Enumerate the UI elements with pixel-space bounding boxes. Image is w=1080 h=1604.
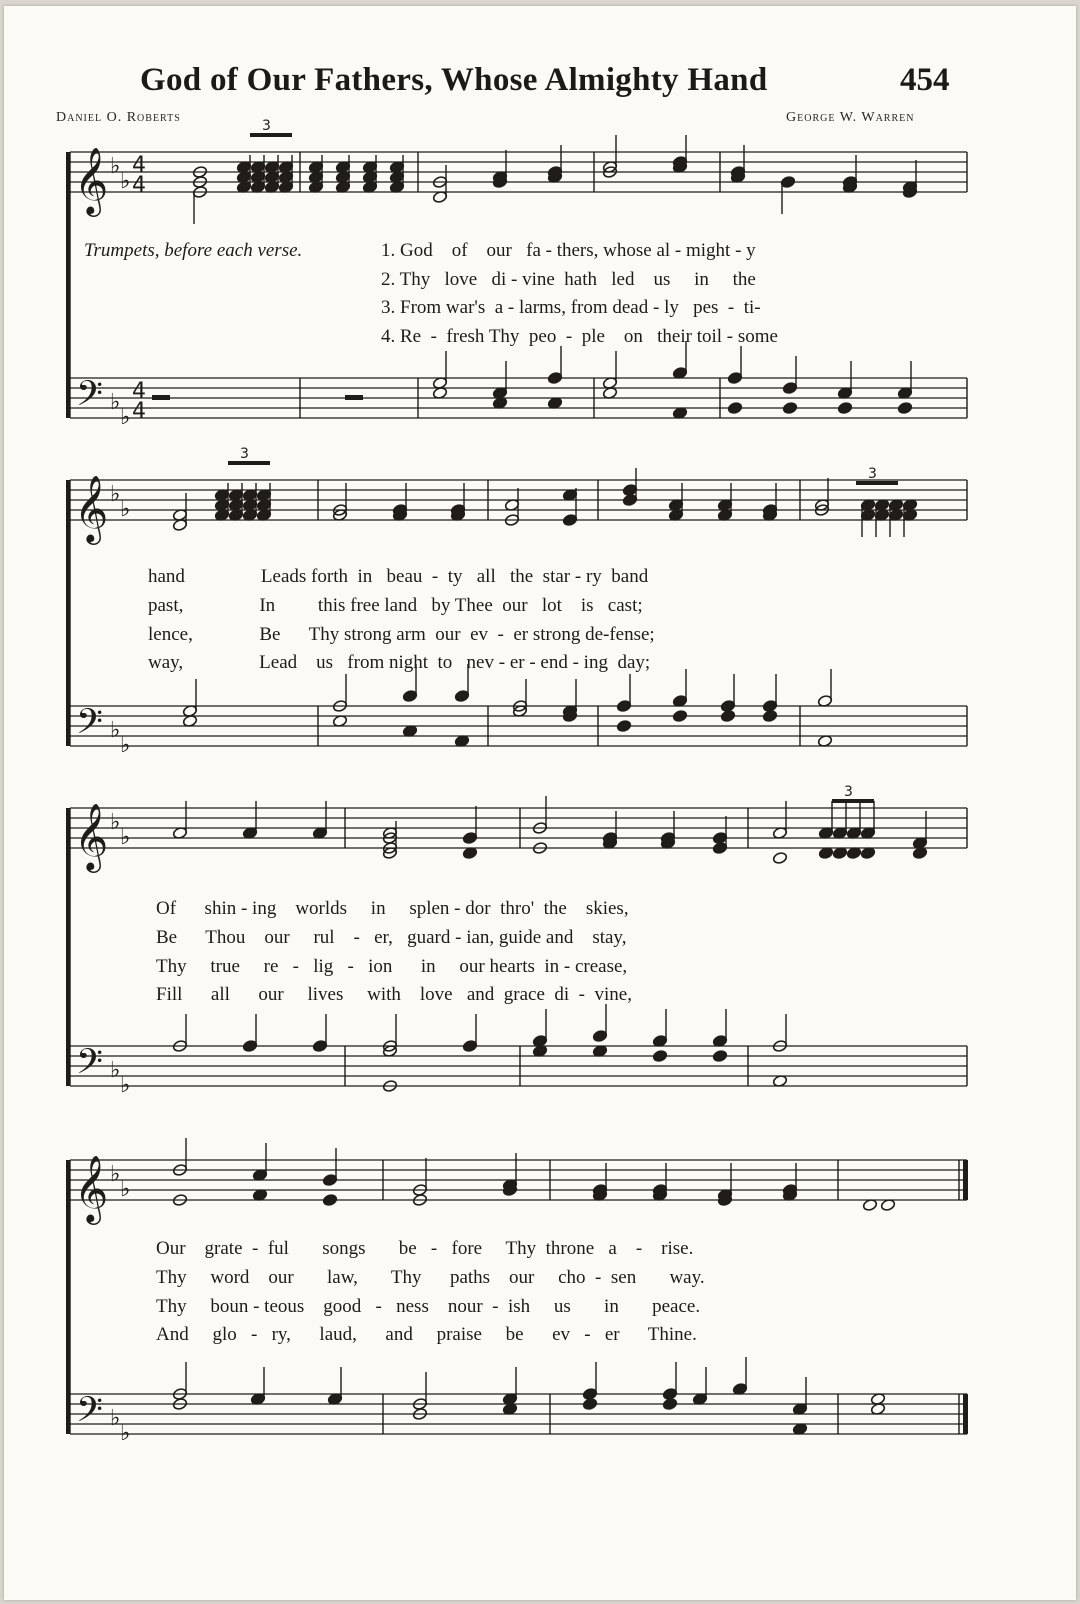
notehead [652,1049,667,1062]
final-barline [963,1394,968,1434]
key-flat: ♭ [120,169,131,194]
treble-clef: 𝄞 [74,474,109,542]
lyric-line: Of shin - ing worlds in splen - dor thro' the skies, [156,898,629,919]
notehead [712,1049,727,1062]
bass-clef: 𝄢 [76,373,104,422]
key-flat: ♭ [120,1073,131,1098]
lyric-line: Thy boun - teous good - ness nour - ish us in peace. [156,1296,701,1317]
key-flat: ♭ [110,482,121,507]
lyric-line: Thy word our law, Thy paths our cho - sen way. [156,1267,705,1288]
key-flat: ♭ [110,1058,121,1083]
lyric-line: past, In this free land by Thee our lot is cast; [148,595,643,616]
lyric-line: lence, Be Thy strong arm our ev - er strong de-fense; [148,624,655,645]
key-flat: ♭ [110,810,121,835]
hymn-title: God of Our Fathers, Whose Almighty Hand [140,62,768,98]
system-bracket [66,808,70,1086]
author-credit: Daniel O. Roberts [56,110,181,125]
treble-clef: 𝄞 [74,1154,109,1222]
time-signature: 4 [132,173,146,198]
triplet-mark: 3 [868,466,877,482]
performance-instruction: Trumpets, before each verse. [84,240,303,261]
lyric-line: Be Thou our rul - er, guard - ian, guide and stay, [156,927,627,948]
hymn-number: 454 [900,62,950,98]
lyric-line: Our grate - ful songs be - fore Thy throne a - rise. [156,1238,694,1259]
key-flat: ♭ [110,390,121,415]
final-barline [963,1160,968,1200]
lyric-line: 2. Thy love di - vine hath led us in the [381,269,756,290]
notehead [782,401,797,414]
notehead [582,1397,597,1410]
triplet-mark: 3 [262,118,271,134]
key-flat: ♭ [120,497,131,522]
lyric-line: 1. God of our fa - thers, whose al - might - y [381,240,756,261]
notehead [720,709,735,722]
composer-credit: George W. Warren [786,110,915,125]
notehead [616,719,631,732]
bass-clef: 𝄢 [76,701,104,750]
key-flat: ♭ [120,825,131,850]
lyric-line: way, Lead us from night to nev - er - end - ing day; [148,652,651,673]
key-flat: ♭ [110,1406,121,1431]
system-bracket [66,152,70,418]
lyric-line: 3. From war's a - larms, from dead - ly pes - ti- [381,297,761,318]
key-flat: ♭ [110,718,121,743]
time-signature: 4 [132,153,146,178]
lyric-line: 4. Re - fresh Thy peo - ple on their toil - some [381,326,778,347]
notehead [662,1397,677,1410]
treble-clef: 𝄞 [74,146,109,214]
lyric-line: hand Leads forth in beau - ty all the star - ry band [148,566,649,587]
key-flat: ♭ [120,1421,131,1446]
lyric-line: Thy true re - lig - ion in our hearts in - crease, [156,956,628,977]
notehead [897,401,912,414]
key-flat: ♭ [120,733,131,758]
bass-clef: 𝄢 [76,1041,104,1090]
key-flat: ♭ [120,1177,131,1202]
lyric-line: Fill all our lives with love and grace di - vine, [156,984,632,1005]
key-flat: ♭ [120,405,131,430]
triplet-mark: 3 [240,446,249,462]
key-flat: ♭ [110,154,121,179]
notehead [727,401,742,414]
bass-clef: 𝄢 [76,1389,104,1438]
notehead [672,709,687,722]
treble-clef: 𝄞 [74,802,109,870]
system-bracket [66,480,70,746]
key-flat: ♭ [110,1162,121,1187]
time-signature: 4 [132,379,146,404]
lyric-line: And glo - ry, laud, and praise be ev - er Thine. [156,1324,697,1345]
notehead [762,709,777,722]
notehead [837,401,852,414]
whole-rest [345,395,363,400]
system-bracket [66,1160,70,1434]
time-signature: 4 [132,399,146,424]
notehead [772,851,787,864]
triplet-mark: 3 [844,784,853,800]
notehead [322,1193,337,1206]
whole-rest [152,395,170,400]
